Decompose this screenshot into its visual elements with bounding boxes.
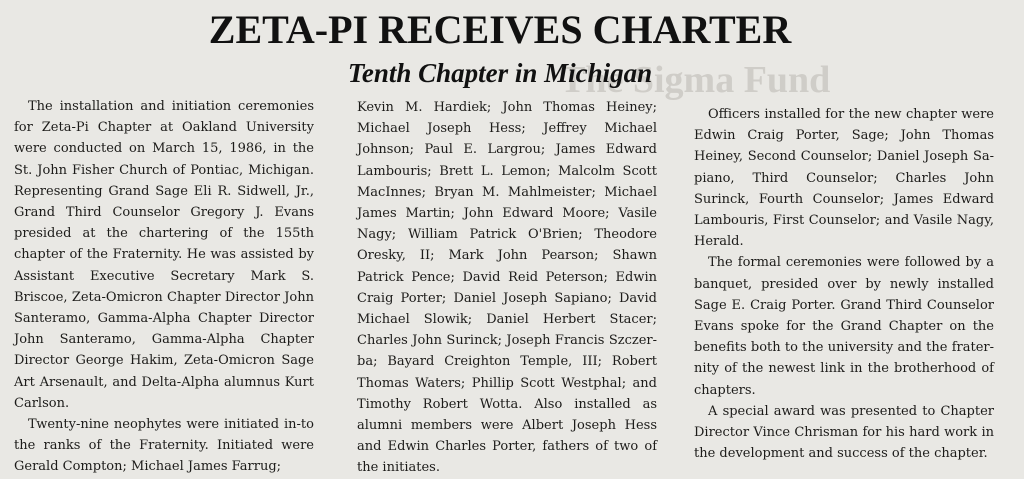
bleed-through-text: The Sigma Fund <box>560 59 831 101</box>
article-column-2 <box>357 97 657 479</box>
paragraph: The formal ceremonies were followed by a banquet, presided over by newly installed Sage E. Craig Porter. Grand Third Counselor Evans spoke for the Grand Chapter on the benefits both to the university and the frater-nity of the newest link in the brotherhood of chapters. <box>694 255 994 398</box>
article-column-1 <box>14 96 314 478</box>
paragraph: The installation and initiation ceremonies for Zeta-Pi Chapter at Oakland University were conducted on March 15, 1986, in the St. John Fisher Church of Pontiac, Michigan. Representing Grand Sage Eli R. Sidwell, Jr., Grand Third Counselor Gregory J. Evans presided at the chartering of the 155th chapter of the Fraternity. He was assisted by Assistant Executive Secretary Mark S. Briscoe, Zeta-Omicron Chapter Director John Santeramo, Gamma-Alpha Chapter Director John Santeramo, Gamma-Alpha Chapter Director George Hakim, Zeta-Omicron Sage Art Arsenault, and Delta-Alpha alumnus Kurt Carlson. <box>14 99 314 411</box>
headline: ZETA-PI RECEIVES CHARTER <box>208 7 792 52</box>
subheadline: Tenth Chapter in Michigan <box>347 58 653 88</box>
article-column-3 <box>694 104 994 464</box>
paragraph: Officers installed for the new chapter were Edwin Craig Porter, Sage; John Thomas Heiney, Second Counselor; Daniel Joseph Sa-piano, Third Counselor; Charles John Surinck, Fourth Counselor; James Edward Lambouris, First Counselor; and Vasile Nagy, Herald. <box>694 107 994 250</box>
paragraph: Twenty-nine neophytes were initiated in-to the ranks of the Fraternity. Initiated were Gerald Compton; Michael James Farrug; <box>14 417 314 475</box>
paragraph: Kevin M. Hardiek; John Thomas Heiney; Michael Joseph Hess; Jeffrey Michael Johnson; Paul E. Largrou; James Edward Lambouris; Brett L. Lemon; Malcolm Scott MacInnes; Bryan M. Mahlmeister; Michael James Martin; John Edward Moore; Vasile Nagy; William Patrick O'Brien; Theodore Oresky, II; Mark John Pearson; Shawn Patrick Pence; David Reid Peterson; Edwin Craig Porter; Daniel Joseph Sapiano; David Michael Slowik; Daniel Herbert Stacer; Charles John Surinck; Joseph Francis Szczer-ba; Bayard Creighton Temple, III; Robert Thomas Waters; Phillip Scott Westphal; and Timothy Robert Wotta. Also installed as alumni members were Albert Joseph Hess and Edwin Charles Porter, fathers of two of the initiates. <box>357 100 657 476</box>
paragraph: A special award was presented to Chapter Director Vince Chrisman for his hard work in the development and success of the chapter. <box>694 403 994 462</box>
